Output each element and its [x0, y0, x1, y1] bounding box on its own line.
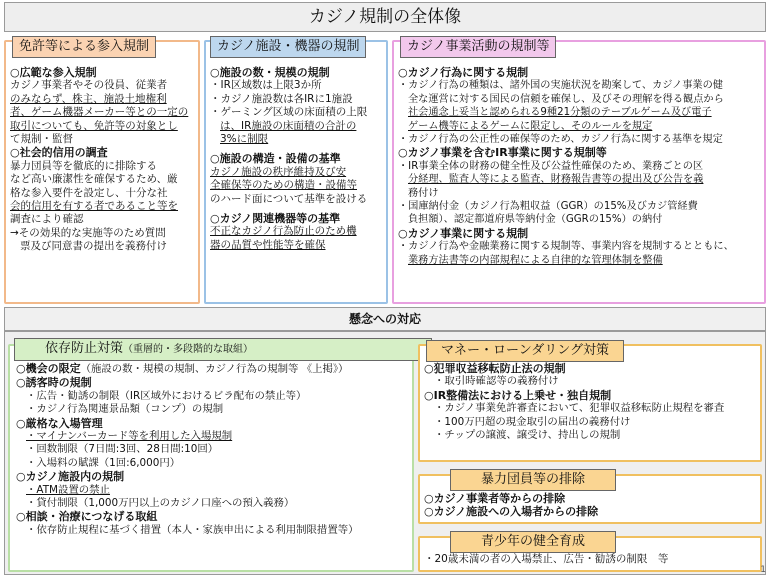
dependency-heading: ○厳格な入場管理: [16, 416, 103, 430]
business-line: ・カジノ行為の公正性の確保等のため、カジノ行為に関する基準を規定: [398, 134, 723, 146]
business-line: 分経理、監査人等による監査、財務報告書等の提出及び公告を義: [408, 174, 704, 186]
business-heading-2: ○カジノ事業を含むIR事業に関する規制等: [398, 146, 607, 160]
dependency-line: ・ATM設置の禁止: [26, 483, 110, 496]
entry-line: 暴力団員等を徹底的に排除する: [10, 159, 157, 172]
dependency-line: ・依存防止規程に基づく措置（本人・家族申出による利用制限措置等）: [26, 523, 359, 536]
gang-line: ○カジノ事業者等からの排除: [424, 492, 566, 505]
business-regulation-content: [398, 66, 764, 267]
entry-heading-2: ○社会的信用の調査: [10, 146, 108, 160]
entry-line: のみならず、株主、施設土地権利: [10, 92, 167, 105]
facility-line: 器の品質や性能等を確保: [210, 238, 326, 251]
facility-line: のハード面について基準を設ける: [210, 192, 368, 205]
entry-line: 取引についても、免許等の対象とし: [10, 119, 178, 132]
dependency-line: ・カジノ行為関連景品類（コンプ）の規制: [26, 403, 224, 416]
business-regulation-tab: カジノ事業活動の規制等: [400, 36, 556, 58]
entry-regulation-tab: 免許等による参入規制: [12, 36, 156, 58]
facility-heading-1: ○施設の数・規模の規制: [210, 66, 330, 79]
business-line: 社会通念上妥当と認められる9種21分類のテーブルゲーム及び電子: [408, 107, 712, 119]
facility-line: ・カジノ施設数は各IRに1施設: [210, 92, 353, 105]
youth-content: [424, 553, 760, 566]
dependency-heading: ○カジノ施設内の規制: [16, 470, 125, 484]
entry-line: カジノ事業者やその役員、従業者: [10, 79, 168, 92]
dependency-line: ・広告・勧誘の制限（IR区域外におけるビラ配布の禁止等）: [26, 389, 307, 402]
business-heading-3: ○カジノ事業に関する規制: [398, 226, 529, 240]
concerns-section-title: 懸念への対応: [4, 307, 766, 331]
facility-line: は、IR施設の床面積の合計の: [220, 119, 357, 132]
money-line: ・カジノ事業免許審査において、犯罪収益移転防止規程を審査: [434, 402, 725, 415]
dependency-tab-label: 依存防止対策: [45, 341, 124, 356]
facility-line: カジノ施設の秩序維持及び安: [210, 165, 347, 178]
dependency-heading: ○相談・治療につなげる取組: [16, 510, 158, 524]
business-line: ・IR事業全体の財務の健全性及び公益性確保のため、業務ごとの区: [398, 160, 704, 172]
money-heading: ○犯罪収益移転防止法の規制: [424, 362, 566, 375]
business-line: ・カジノ行為や金融業務に関する規制等、事業内容を規制するとともに、: [398, 241, 734, 253]
dependency-item: ○機会の限定（施設の数・規模の規制、カジノ行為の規制等 《上掲》）: [16, 362, 349, 375]
facility-heading-2: ○施設の構造・設備の基準: [210, 152, 341, 166]
dependency-content: [16, 362, 412, 537]
youth-tab: 青少年の健全育成: [450, 531, 616, 553]
business-line: 務付け: [408, 187, 439, 199]
dependency-tab: [14, 338, 432, 361]
business-line: ゲーム機等によるゲームに限定し、そのルールを規定: [408, 120, 653, 132]
facility-regulation-content: [210, 66, 386, 252]
entry-line: て規制・監督: [10, 133, 73, 146]
entry-line: →その効果的な実施等のため質問: [10, 226, 166, 239]
facility-line: 3%に制限: [220, 133, 269, 146]
dependency-tab-sub: （重層的・多段階的な取組）: [123, 344, 254, 355]
entry-line: 票及び同意書の提出を義務付け: [20, 240, 167, 253]
business-line: ・国庫納付金（カジノ行為粗収益（GGR）の15%及びカジ管経費: [398, 201, 698, 213]
business-heading-1: ○カジノ行為に関する規制: [398, 66, 529, 79]
entry-heading-1: ○広範な参入規制: [10, 66, 97, 79]
dependency-line: ・貸付制限（1,000万円以上のカジノ口座への預入義務）: [26, 497, 295, 510]
gang-exclusion-tab: 暴力団員等の排除: [450, 469, 616, 491]
facility-line: ・ゲーミング区域の床面積の上限: [210, 106, 368, 119]
dependency-line: ・回数制限（7日間:3回、28日間:10回）: [26, 443, 219, 456]
facility-line: 不正なカジノ行為防止のため機: [210, 225, 357, 238]
business-line: ・カジノ行為の種類は、諸外国の実施状況を勘案して、カジノ事業の健: [398, 80, 723, 92]
entry-line: 格な参入要件を設定し、十分な社: [10, 186, 168, 199]
facility-regulation-tab: カジノ施設・機器の規制: [210, 36, 366, 58]
entry-line: 調査により確認: [10, 213, 84, 226]
gang-exclusion-content: [424, 492, 760, 519]
money-line: ・取引時確認等の義務付け: [434, 375, 559, 388]
business-line: 負担額）、認定都道府県等納付金（GGRの15%）の納付: [408, 214, 663, 226]
page-title: カジノ規制の全体像: [4, 2, 766, 32]
money-heading: ○IR整備法における上乗せ・独自規制: [424, 388, 612, 402]
facility-line: ・IR区域数は上限3か所: [210, 79, 322, 92]
money-laundering-tab: マネー・ローンダリング対策: [426, 340, 624, 362]
business-line: 業務方法書等の内部規程による自律的な管理体制を整備: [408, 254, 663, 266]
money-line: ・チップの譲渡、譲受け、持出しの規制: [434, 429, 621, 442]
facility-heading-3: ○カジノ関連機器等の基準: [210, 212, 341, 226]
entry-line: など高い廉潔性を確保するため、厳: [10, 173, 178, 186]
business-line: 全な運営に対する国民の信頼を確保し、及びその理解を得る観点から: [408, 93, 724, 105]
gang-line: ○カジノ施設への入場者からの排除: [424, 505, 599, 519]
money-line: ・100万円超の現金取引の届出の義務付け: [434, 415, 631, 428]
entry-line: 会的信用を有する者であること等を: [10, 200, 178, 213]
entry-line: 者、ゲーム機器メーカー等との一定の: [10, 106, 189, 119]
dependency-line: ・マイナンバーカード等を利用した入場規制: [26, 430, 233, 443]
dependency-line: ・入場料の賦課（1回:6,000円）: [26, 456, 181, 469]
dependency-heading: ○誘客時の規制: [16, 376, 92, 390]
youth-line: ・20歳未満の者の入場禁止、広告・勧誘の制限 等: [424, 553, 669, 565]
facility-line: 全確保等のための構造・設備等: [210, 179, 357, 192]
entry-regulation-content: [10, 66, 196, 254]
page-number: 1: [760, 565, 766, 575]
money-laundering-content: [424, 362, 760, 442]
